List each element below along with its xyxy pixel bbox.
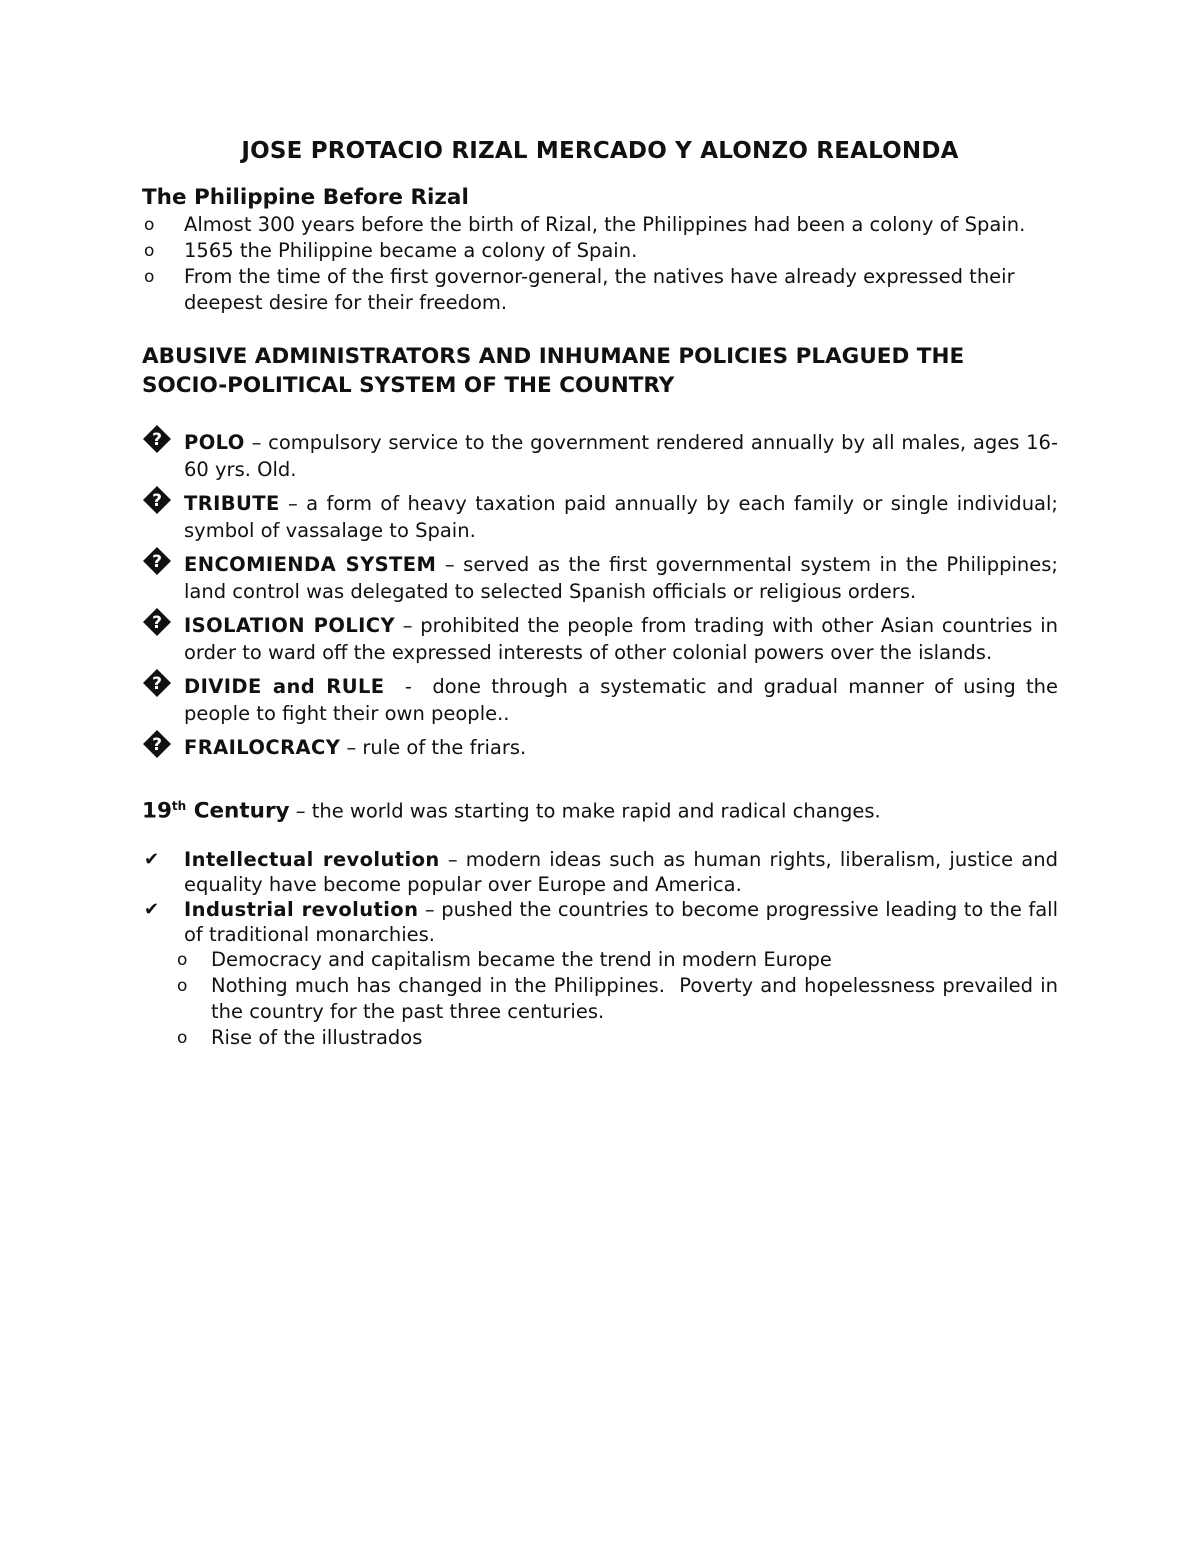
list-item: ? DIVIDE and RULE - done through a systematic and gradual manner of using the people to fight their own people.. <box>142 674 1058 727</box>
checkmark-icon: ✔ <box>144 899 160 920</box>
replacement-glyph-icon <box>142 424 172 454</box>
list-item: ? FRAILOCRACY – rule of the friars. <box>142 735 1058 762</box>
replacement-glyph-icon <box>142 729 172 759</box>
century-paragraph: 19th Century – the world was starting to make rapid and radical changes. <box>142 798 881 823</box>
replacement-glyph-icon <box>142 607 172 637</box>
circle-bullet-icon: o <box>177 950 188 970</box>
replacement-glyph-icon <box>142 668 172 698</box>
list-item: o 1565 the Philippine became a colony of Spain. <box>144 239 638 262</box>
list-item: ✔ Industrial revolution – pushed the countries to become progressive leading to the fall of traditional monarchies. <box>144 898 1058 946</box>
list-item: o Almost 300 years before the birth of Rizal, the Philippines had been a colony of Spain. <box>144 213 1026 236</box>
svg-text:?: ? <box>152 613 162 633</box>
svg-text:?: ? <box>152 552 162 572</box>
svg-text:?: ? <box>152 491 162 511</box>
circle-bullet-icon: o <box>144 215 155 235</box>
svg-text:?: ? <box>152 735 162 755</box>
list-item: o Democracy and capitalism became the trend in modern Europe <box>177 948 832 971</box>
before-rizal-list <box>142 212 1058 316</box>
revolutions-list <box>142 847 1058 947</box>
section-heading-abusive-administrators: ABUSIVE ADMINISTRATORS AND INHUMANE POLICIES PLAGUED THE SOCIO-POLITICAL SYSTEM OF THE COUNTRY <box>142 344 965 398</box>
svg-text:?: ? <box>152 674 162 694</box>
list-item: ? TRIBUTE – a form of heavy taxation paid annually by each family or single individual; symbol of vassalage to Spain. <box>142 491 1058 544</box>
list-item: ? ENCOMIENDA SYSTEM – served as the first governmental system in the Philippines; land control was delegated to selected Spanish officials or religious orders. <box>142 552 1058 605</box>
list-item: o Nothing much has changed in the Philippines. Poverty and hopelessness prevailed in the country for the past three centuries. <box>177 974 1065 1023</box>
circle-bullet-icon: o <box>177 1028 188 1048</box>
list-item: ? ISOLATION POLICY – prohibited the people from trading with other Asian countries in order to ward off the expressed interests of other colonial powers over the islands. <box>142 613 1058 666</box>
circle-bullet-icon: o <box>144 241 155 261</box>
svg-text:?: ? <box>152 430 162 450</box>
list-item: o From the time of the first governor-general, the natives have already expressed their deepest desire for their freedom. <box>144 265 1015 314</box>
circle-bullet-icon: o <box>177 976 188 996</box>
circle-bullet-icon: o <box>144 267 155 287</box>
document-title: JOSE PROTACIO RIZAL MERCADO Y ALONZO REALONDA <box>241 138 959 164</box>
replacement-glyph-icon <box>142 546 172 576</box>
list-item: ? POLO – compulsory service to the government rendered annually by all males, ages 16-60 yrs. Old. <box>142 430 1058 483</box>
revolution-sub-list <box>142 947 1065 1051</box>
section-heading-philippine-before-rizal: The Philippine Before Rizal <box>142 185 469 210</box>
list-item: ✔ Intellectual revolution – modern ideas such as human rights, liberalism, justice and equality have become popular over Europe and America. <box>144 848 1058 896</box>
policies-list <box>142 430 1058 762</box>
replacement-glyph-icon <box>142 485 172 515</box>
document-page <box>142 138 1065 1051</box>
list-item: o Rise of the illustrados <box>177 1026 423 1049</box>
checkmark-icon: ✔ <box>144 849 160 870</box>
